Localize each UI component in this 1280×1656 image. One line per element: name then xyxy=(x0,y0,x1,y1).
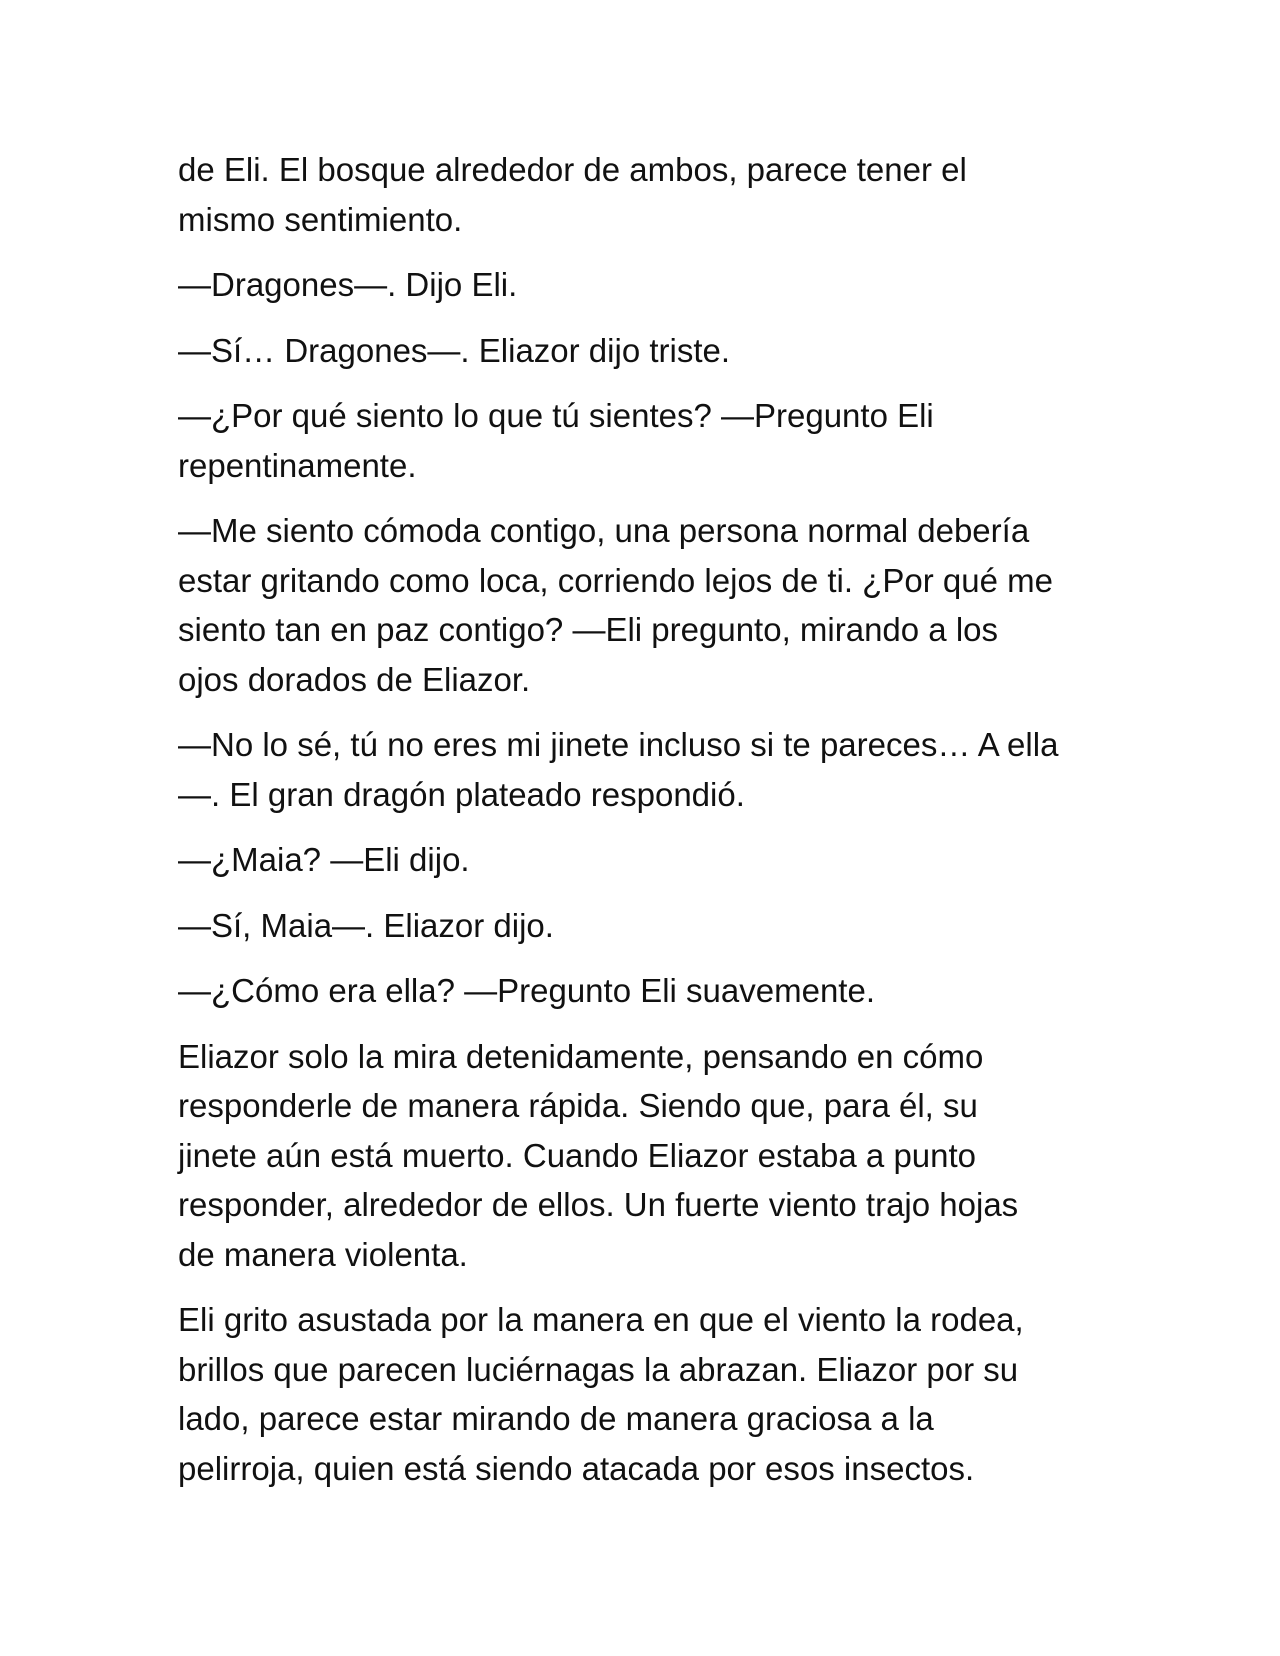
paragraph xyxy=(178,901,1108,951)
paragraph xyxy=(178,145,1108,244)
text-line: —Me siento cómoda contigo, una persona normal debería xyxy=(178,512,1030,549)
paragraph xyxy=(178,326,1108,376)
paragraph xyxy=(178,506,1108,704)
paragraph xyxy=(178,966,1108,1016)
text-line: —¿Maia? —Eli dijo. xyxy=(178,841,470,878)
paragraph xyxy=(178,260,1108,310)
paragraph xyxy=(178,1295,1108,1493)
text-line: Eli grito asustada por la manera en que el viento la rodea, xyxy=(178,1301,1024,1338)
text-line: —No lo sé, tú no eres mi jinete incluso si te pareces… A ella xyxy=(178,726,1059,763)
text-line: de Eli. El bosque alrededor de ambos, parece tener el xyxy=(178,151,967,188)
text-line: jinete aún está muerto. Cuando Eliazor estaba a punto xyxy=(178,1136,977,1174)
text-line: pelirroja, quien está siendo atacada por esos insectos. xyxy=(178,1449,975,1487)
text-line: mismo sentimiento. xyxy=(178,200,463,238)
paragraph xyxy=(178,1032,1108,1280)
text-line: repentinamente. xyxy=(178,446,417,484)
paragraph xyxy=(178,835,1108,885)
text-line: brillos que parecen luciérnagas la abrazan. Eliazor por su xyxy=(178,1350,1019,1388)
text-line: estar gritando como loca, corriendo lejos de ti. ¿Por qué me xyxy=(178,561,1053,599)
text-line: siento tan en paz contigo? —Eli pregunto, mirando a los xyxy=(178,611,999,648)
text-line: —Sí… Dragones—. Eliazor dijo triste. xyxy=(178,331,731,369)
text-line: responder, alrededor de ellos. Un fuerte viento trajo hojas xyxy=(178,1186,1019,1223)
text-line: —¿Cómo era ella? —Pregunto Eli suavemente. xyxy=(178,972,875,1009)
text-line: ojos dorados de Eliazor. xyxy=(178,660,531,698)
text-line: de manera violenta. xyxy=(178,1235,468,1273)
text-line: —Dragones—. Dijo Eli. xyxy=(178,266,518,303)
paragraph xyxy=(178,720,1108,819)
text-line: —. El gran dragón plateado respondió. xyxy=(178,775,745,813)
text-line: responderle de manera rápida. Siendo que, para él, su xyxy=(178,1087,978,1124)
paragraph xyxy=(178,391,1108,490)
text-line: Eliazor solo la mira detenidamente, pensando en cómo xyxy=(178,1037,984,1075)
text-line: —¿Por qué siento lo que tú sientes? —Pregunto Eli xyxy=(178,397,934,434)
text-line: lado, parece estar mirando de manera graciosa a la xyxy=(178,1400,934,1437)
document-body xyxy=(178,145,1108,1509)
text-line: —Sí, Maia—. Eliazor dijo. xyxy=(178,906,554,944)
